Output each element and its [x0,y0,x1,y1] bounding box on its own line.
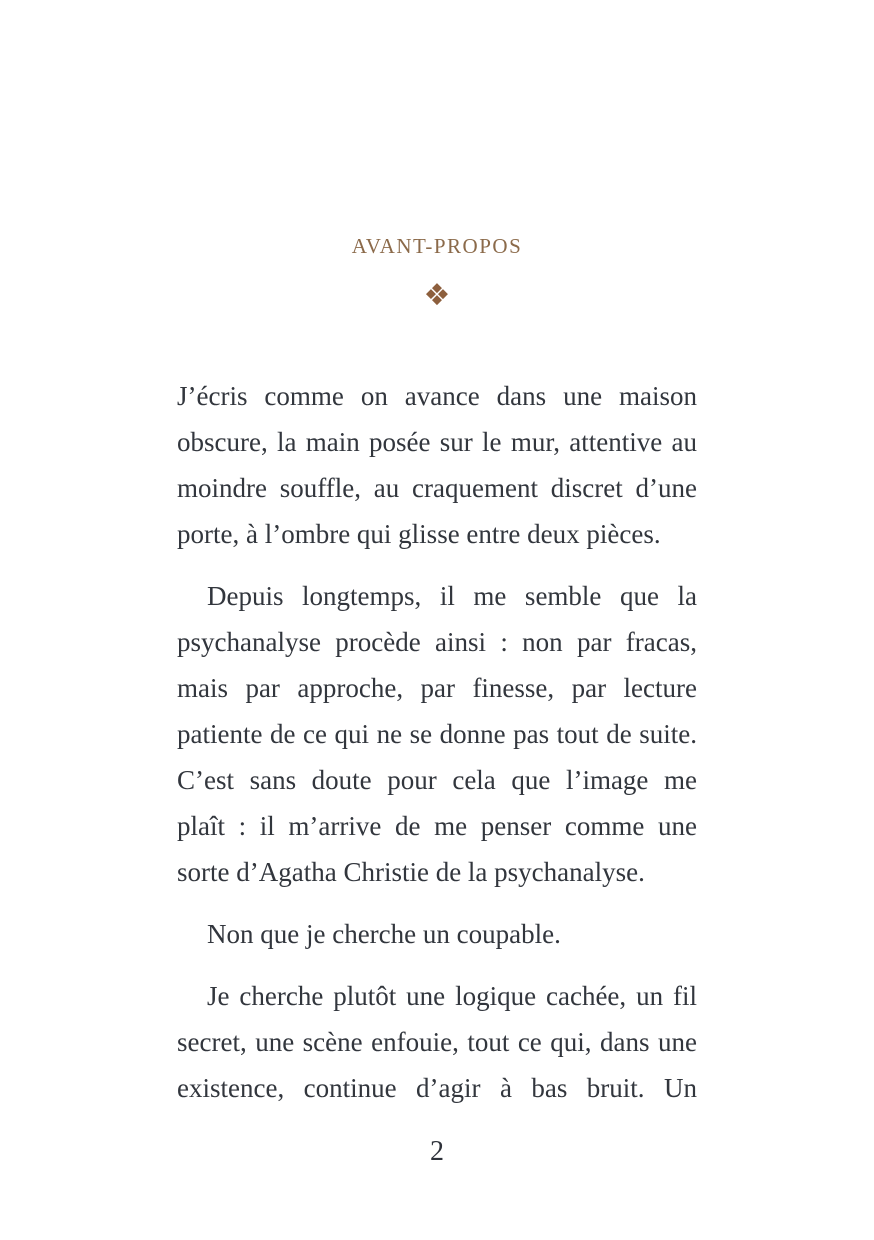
page-number: 2 [430,1136,444,1167]
paragraph: Depuis longtemps, il me semble que la psychanalyse procède ainsi : non par fracas, mais par approche, par finesse, par lecture patiente de ce qui ne se donne pas tout de suite. C’est sans doute pour cela que l’image me plaît : il m’arrive de me penser comme une sorte d’Agatha Christie de la psychanalyse. [177,581,697,887]
paragraph: Non que je cherche un coupable. [207,919,561,949]
body-text [177,373,697,1111]
paragraph: J’écris comme on avance dans une maison obscure, la main posée sur le mur, attentive au moindre souffle, au craquement discret d’une porte, à l’ombre qui glisse entre deux pièces. [177,381,697,549]
paragraph: Je cherche plutôt une logique cachée, un fil secret, une scène enfouie, tout ce qui, dans une existence, continue d’agir à bas bruit. Un [177,981,697,1103]
chapter-heading: AVANT-PROPOS [351,234,523,258]
diamond-ornament-icon: ❖ [423,278,451,313]
